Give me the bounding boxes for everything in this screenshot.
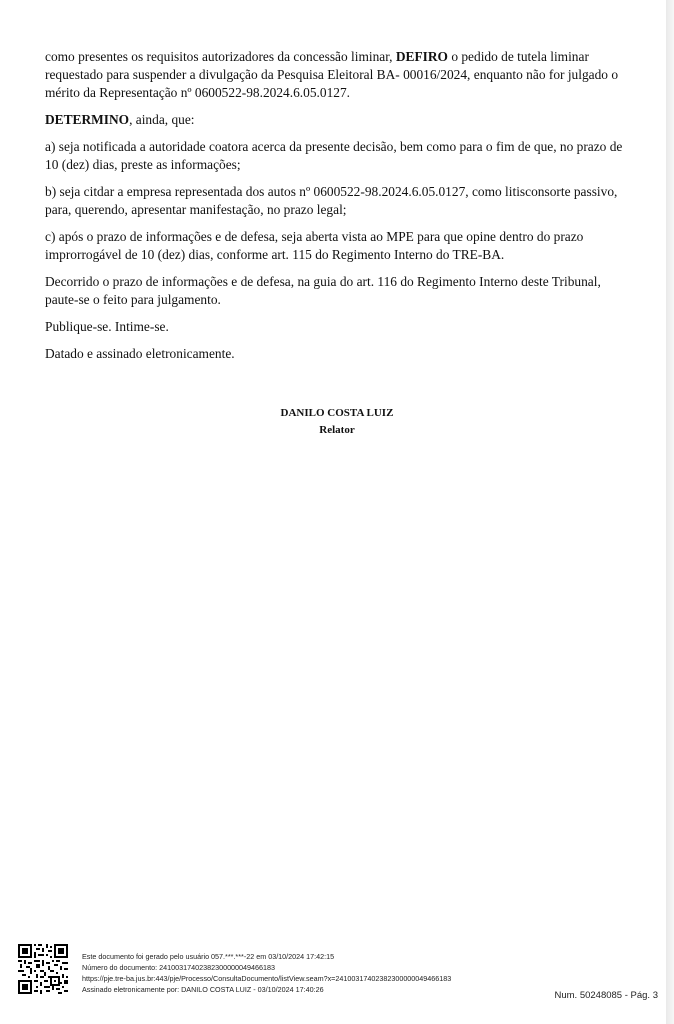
paragraph-item-c: c) após o prazo de informações e de defesa, seja aberta vista ao MPE para que opine dentro do prazo improrrogável de 10 (dez) dias, conforme art. 115 do Regimento Interno do TRE-BA. [45, 229, 584, 262]
page-edge-shadow [666, 0, 674, 1024]
footer-info [82, 951, 451, 995]
decision-body [45, 48, 633, 372]
paragraph-item-a: a) seja notificada a autoridade coatora acerca da presente decisão, bem como para o fim de que, no prazo de 10 (dez) dias, preste as informações; [45, 139, 623, 172]
qr-code-icon [18, 944, 68, 994]
paragraph-publique: Publique-se. Intime-se. [45, 319, 169, 334]
footer-signed-line: Assinado eletronicamente por: DANILO COSTA LUIZ - 03/10/2024 17:40:26 [82, 985, 324, 994]
paragraph-decorrido: Decorrido o prazo de informações e de defesa, na guia do art. 116 do Regimento Interno deste Tribunal, paute-se o feito para julgamento. [45, 274, 601, 307]
footer-document-number: Número do documento: 24100317402382300000049466183 [82, 963, 276, 972]
signer-role: Relator [319, 424, 355, 436]
footer-url-link[interactable]: https://pje.tre-ba.jus.br:443/pje/Processo/ConsultaDocumento/listView.seam?x=24100317402382300000049466183 [82, 974, 452, 983]
page-number: Num. 50248085 - Pág. 3 [554, 990, 658, 1001]
signer-name: DANILO COSTA LUIZ [280, 407, 394, 419]
paragraph-item-b: b) seja citdar a empresa representada dos autos nº 0600522-98.2024.6.05.0127, como litisconsorte passivo, para, querendo, apresentar manifestação, no prazo legal; [45, 184, 618, 217]
paragraph-datado: Datado e assinado eletronicamente. [45, 346, 235, 361]
paragraph-determino: DETERMINO, ainda, que: [45, 112, 195, 127]
paragraph-liminar: como presentes os requisitos autorizadores da concessão liminar, DEFIRO o pedido de tutela liminar requestado para suspender a divulgação da Pesquisa Eleitoral BA- 00016/2024, enquanto não for julgado o mérito da Representação nº 0600522-98.2024.6.05.0127. [45, 49, 619, 100]
footer-generated-line: Este documento foi gerado pelo usuário 057.***.***-22 em 03/10/2024 17:42:15 [82, 952, 335, 961]
signature-block [0, 405, 674, 439]
document-footer [18, 944, 658, 1004]
